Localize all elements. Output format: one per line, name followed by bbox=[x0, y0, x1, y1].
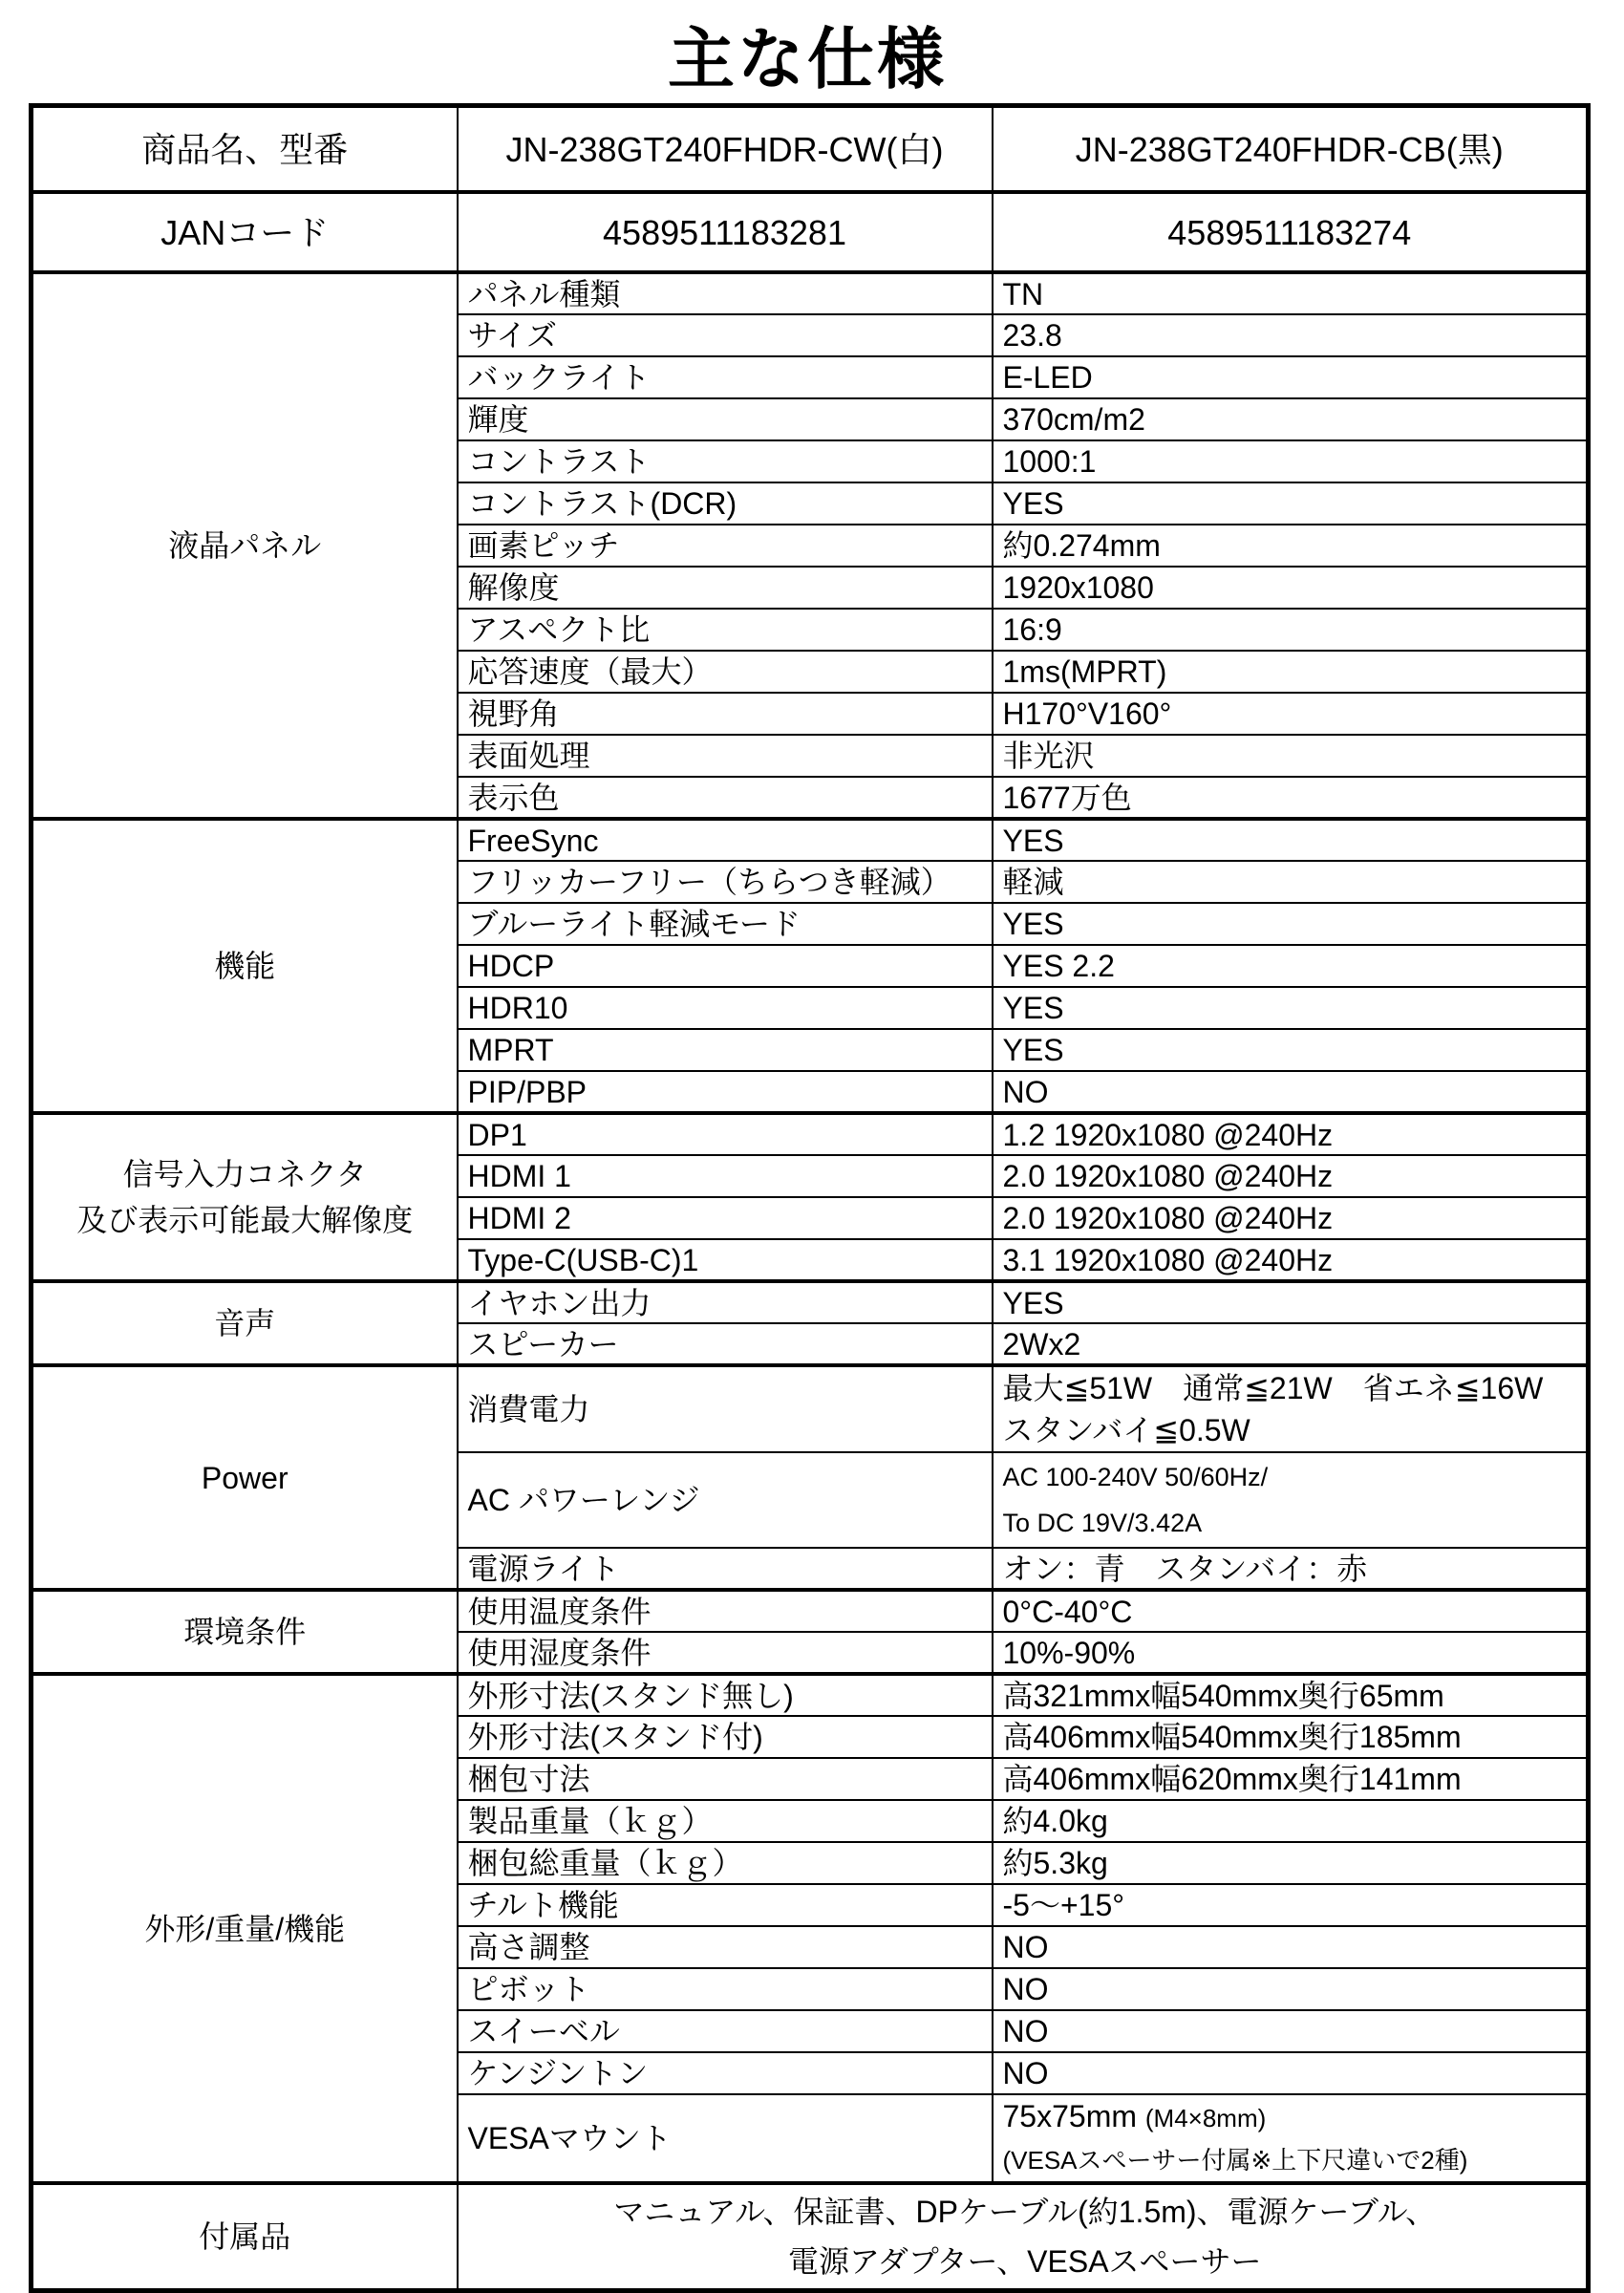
accessories-line1: マニュアル、保証書、DPケーブル(約1.5m)、電源ケーブル、 bbox=[613, 2195, 1437, 2229]
spec-label: 外形寸法(スタンド無し) bbox=[458, 1674, 993, 1716]
group-cell-audio: 音声 bbox=[32, 1281, 458, 1365]
spec-label: バックライト bbox=[458, 356, 993, 398]
product-label: 商品名、型番 bbox=[32, 106, 458, 193]
jan-row bbox=[32, 192, 1589, 272]
spec-label: Type-C(USB-C)1 bbox=[458, 1239, 993, 1281]
vesa-size-line bbox=[1003, 2095, 1583, 2139]
product-name-white: JN-238GT240FHDR-CW(白) bbox=[458, 106, 993, 193]
spec-label: 表示色 bbox=[458, 777, 993, 819]
group-cell-features: 機能 bbox=[32, 819, 458, 1113]
group-cell-accessories: 付属品 bbox=[32, 2183, 458, 2291]
spec-value: YES bbox=[993, 987, 1589, 1029]
vesa-note: (VESAスペーサー付属※上下尺違いで2種) bbox=[1002, 2146, 1468, 2175]
spec-value: 非光沢 bbox=[993, 735, 1589, 777]
spec-label: ケンジントン bbox=[458, 2052, 993, 2094]
spec-label: 使用温度条件 bbox=[458, 1590, 993, 1632]
spec-label: チルト機能 bbox=[458, 1884, 993, 1926]
spec-value: NO bbox=[993, 2052, 1589, 2094]
spec-label: パネル種類 bbox=[458, 272, 993, 314]
table-row bbox=[32, 1281, 1589, 1323]
table-row bbox=[32, 272, 1589, 314]
spec-value: YES bbox=[993, 1029, 1589, 1071]
spec-label: 輝度 bbox=[458, 398, 993, 440]
spec-value: 3.1 1920x1080 @240Hz bbox=[993, 1239, 1589, 1281]
spec-value: オン：青 スタンバイ：赤 bbox=[993, 1548, 1589, 1590]
spec-label: 使用湿度条件 bbox=[458, 1632, 993, 1674]
spec-label: サイズ bbox=[458, 314, 993, 356]
spec-label: 電源ライト bbox=[458, 1548, 993, 1590]
spec-value: NO bbox=[993, 1926, 1589, 1968]
spec-label: PIP/PBP bbox=[458, 1071, 993, 1113]
spec-value: NO bbox=[993, 2010, 1589, 2052]
spec-value: 約4.0kg bbox=[993, 1800, 1589, 1842]
spec-label: アスペクト比 bbox=[458, 609, 993, 651]
spec-label: 応答速度（最大） bbox=[458, 651, 993, 693]
group-inputs-line2: 及び表示可能最大解像度 bbox=[76, 1203, 414, 1237]
spec-value: YES bbox=[993, 903, 1589, 945]
spec-label: 表面処理 bbox=[458, 735, 993, 777]
accessories-line2: 電源アダプター、VESAスペーサー bbox=[787, 2244, 1262, 2279]
product-name-black: JN-238GT240FHDR-CB(黒) bbox=[993, 106, 1589, 193]
accessories-value bbox=[458, 2183, 1589, 2291]
power-consumption-line2: スタンバイ≦0.5W bbox=[1002, 1413, 1250, 1447]
group-cell-lcd: 液晶パネル bbox=[32, 272, 458, 819]
spec-value bbox=[993, 1452, 1589, 1548]
spec-value: 10%-90% bbox=[993, 1632, 1589, 1674]
table-row bbox=[32, 1674, 1589, 1716]
spec-value bbox=[993, 1365, 1589, 1452]
group-cell-physical: 外形/重量/機能 bbox=[32, 1674, 458, 2183]
spec-value: 370cm/m2 bbox=[993, 398, 1589, 440]
spec-value: YES bbox=[993, 819, 1589, 861]
spec-label: HDMI 1 bbox=[458, 1155, 993, 1197]
group-cell-environment: 環境条件 bbox=[32, 1590, 458, 1674]
spec-label: 梱包総重量（ｋｇ） bbox=[458, 1842, 993, 1884]
spec-label: 外形寸法(スタンド付) bbox=[458, 1716, 993, 1758]
spec-label: FreeSync bbox=[458, 819, 993, 861]
spec-value bbox=[993, 2094, 1589, 2183]
spec-value: 高406mmx幅540mmx奥行185mm bbox=[993, 1716, 1589, 1758]
spec-label: 梱包寸法 bbox=[458, 1758, 993, 1800]
ac-range-line1: AC 100-240V 50/60Hz/ bbox=[1002, 1463, 1269, 1491]
spec-label: DP1 bbox=[458, 1113, 993, 1155]
group-cell-power: Power bbox=[32, 1365, 458, 1590]
spec-label: HDR10 bbox=[458, 987, 993, 1029]
spec-value: 2.0 1920x1080 @240Hz bbox=[993, 1197, 1589, 1239]
spec-value: 1.2 1920x1080 @240Hz bbox=[993, 1113, 1589, 1155]
spec-label: 消費電力 bbox=[458, 1365, 993, 1452]
spec-label: 解像度 bbox=[458, 567, 993, 609]
accessories-row bbox=[32, 2183, 1589, 2291]
group-inputs-line1: 信号入力コネクタ bbox=[122, 1157, 367, 1191]
spec-label: 製品重量（ｋｇ） bbox=[458, 1800, 993, 1842]
spec-label: 高さ調整 bbox=[458, 1926, 993, 1968]
spec-label: コントラスト bbox=[458, 440, 993, 482]
spec-value: 約0.274mm bbox=[993, 525, 1589, 567]
vesa-screw-spec: (M4×8mm) bbox=[1144, 2104, 1267, 2132]
spec-value: E-LED bbox=[993, 356, 1589, 398]
spec-value: -5～+15° bbox=[993, 1884, 1589, 1926]
spec-table bbox=[29, 103, 1591, 2293]
spec-value: 1920x1080 bbox=[993, 567, 1589, 609]
jan-code-white: 4589511183281 bbox=[458, 192, 993, 272]
page-title: 主な仕様 bbox=[668, 22, 947, 96]
spec-label: イヤホン出力 bbox=[458, 1281, 993, 1323]
spec-value: NO bbox=[993, 1071, 1589, 1113]
spec-value: 1677万色 bbox=[993, 777, 1589, 819]
spec-label: 画素ピッチ bbox=[458, 525, 993, 567]
spec-value: 約5.3kg bbox=[993, 1842, 1589, 1884]
spec-value: 23.8 bbox=[993, 314, 1589, 356]
spec-label: HDCP bbox=[458, 945, 993, 987]
spec-value: TN bbox=[993, 272, 1589, 314]
table-row bbox=[32, 819, 1589, 861]
spec-value: 0°C-40°C bbox=[993, 1590, 1589, 1632]
spec-label: スイーベル bbox=[458, 2010, 993, 2052]
spec-label: MPRT bbox=[458, 1029, 993, 1071]
spec-label: フリッカーフリー（ちらつき軽減） bbox=[458, 861, 993, 903]
spec-value: 1000:1 bbox=[993, 440, 1589, 482]
spec-value: 高406mmx幅620mmx奥行141mm bbox=[993, 1758, 1589, 1800]
group-cell-inputs bbox=[32, 1113, 458, 1281]
spec-value: 16:9 bbox=[993, 609, 1589, 651]
jan-label: JANコード bbox=[32, 192, 458, 272]
spec-label: HDMI 2 bbox=[458, 1197, 993, 1239]
spec-value: 1ms(MPRT) bbox=[993, 651, 1589, 693]
spec-value: H170°V160° bbox=[993, 693, 1589, 735]
spec-label: ブルーライト軽減モード bbox=[458, 903, 993, 945]
table-row bbox=[32, 1590, 1589, 1632]
spec-label: ピボット bbox=[458, 1968, 993, 2010]
table-row bbox=[32, 1365, 1589, 1452]
spec-value: NO bbox=[993, 1968, 1589, 2010]
vesa-size: 75x75mm bbox=[1002, 2099, 1137, 2133]
spec-value: YES 2.2 bbox=[993, 945, 1589, 987]
spec-label: VESAマウント bbox=[458, 2094, 993, 2183]
spec-label: コントラスト(DCR) bbox=[458, 482, 993, 525]
spec-label: スピーカー bbox=[458, 1323, 993, 1365]
jan-code-black: 4589511183274 bbox=[993, 192, 1589, 272]
ac-range-line2: To DC 19V/3.42A bbox=[1002, 1509, 1203, 1537]
spec-value: 高321mmx幅540mmx奥行65mm bbox=[993, 1674, 1589, 1716]
spec-value: YES bbox=[993, 1281, 1589, 1323]
spec-label: 視野角 bbox=[458, 693, 993, 735]
spec-value: 2Wx2 bbox=[993, 1323, 1589, 1365]
spec-value: 2.0 1920x1080 @240Hz bbox=[993, 1155, 1589, 1197]
table-row bbox=[32, 1113, 1589, 1155]
power-consumption-line1: 最大≦51W 通常≦21W 省エネ≦16W bbox=[1002, 1371, 1544, 1405]
product-row bbox=[32, 106, 1589, 193]
spec-value: 軽減 bbox=[993, 861, 1589, 903]
spec-label: AC パワーレンジ bbox=[458, 1452, 993, 1548]
spec-value: YES bbox=[993, 482, 1589, 525]
